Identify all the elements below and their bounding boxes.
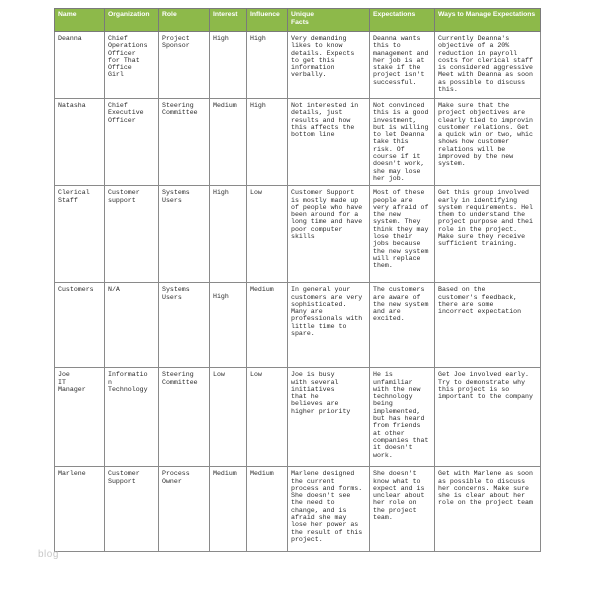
cell-unique-facts: In general your customers are very sophisticated. Many are professionals with little time to spare. xyxy=(288,283,370,368)
cell-interest: Medium xyxy=(210,467,247,552)
cell-influence: High xyxy=(247,32,288,99)
cell-role: Systems Users xyxy=(159,283,210,368)
cell-influence: Medium xyxy=(247,467,288,552)
cell-expectations: She doesn't know what to expect and is unclear about her role on the project team. xyxy=(370,467,435,552)
cell-organization: Customer Support xyxy=(105,467,159,552)
cell-role: Project Sponsor xyxy=(159,32,210,99)
cell-role: Process Owner xyxy=(159,467,210,552)
cell-ways-to-manage: Currently Deanna's objective of a 20% reduction in payroll costs for clerical staff is considered aggressive Meet with Deanna as soon as possible to discuss this. xyxy=(435,32,541,99)
table-row xyxy=(55,99,541,186)
table-row xyxy=(55,32,541,99)
table-row xyxy=(55,186,541,283)
cell-interest: High xyxy=(210,283,247,368)
cell-influence: Low xyxy=(247,368,288,467)
header-role: Role xyxy=(159,9,210,32)
table-row xyxy=(55,467,541,552)
table-row xyxy=(55,368,541,467)
cell-unique-facts: Not interested in details, just results and how this affects the bottom line xyxy=(288,99,370,186)
cell-organization: Chief Executive Officer xyxy=(105,99,159,186)
cell-organization: Customer support xyxy=(105,186,159,283)
cell-name: Natasha xyxy=(55,99,105,186)
cell-role: Steering Committee xyxy=(159,368,210,467)
cell-name: Marlene xyxy=(55,467,105,552)
header-ways-to-manage: Ways to Manage Expectations xyxy=(435,9,541,32)
cell-influence: Low xyxy=(247,186,288,283)
cell-interest: Medium xyxy=(210,99,247,186)
cell-expectations: Deanna wants this to management and her job is at stake if the project isn't successful. xyxy=(370,32,435,99)
cell-organization: Chief Operations Officer for That Office Girl xyxy=(105,32,159,99)
cell-ways-to-manage: Get Joe involved early. Try to demonstrate why this project is so important to the company xyxy=(435,368,541,467)
cell-interest: High xyxy=(210,32,247,99)
cell-organization: N/A xyxy=(105,283,159,368)
table-row xyxy=(55,283,541,368)
cell-role: Systems Users xyxy=(159,186,210,283)
cell-unique-facts: Customer Support is mostly made up of people who have been around for a long time and have poor computer skills xyxy=(288,186,370,283)
cell-interest: Low xyxy=(210,368,247,467)
cell-ways-to-manage: Get with Marlene as soon as possible to discuss her concerns. Make sure she is clear about her role on the project team xyxy=(435,467,541,552)
cell-interest: High xyxy=(210,186,247,283)
cell-unique-facts: Marlene designed the current process and forms. She doesn't see the need to change, and is afraid she may lose her power as the result of this project. xyxy=(288,467,370,552)
cell-expectations: Most of these people are very afraid of the new system. They think they may lose their jobs because the new system will replace them. xyxy=(370,186,435,283)
cell-role: Steering Committee xyxy=(159,99,210,186)
header-interest: Interest xyxy=(210,9,247,32)
cell-ways-to-manage: Get this group involved early in identifying system requirements. Hel them to understand the project purpose and thei role in the project. Make sure they receive sufficient training. xyxy=(435,186,541,283)
cell-name: Customers xyxy=(55,283,105,368)
cell-influence: Medium xyxy=(247,283,288,368)
header-organization: Organization xyxy=(105,9,159,32)
cell-unique-facts: Very demanding likes to know details. Expects to get this information verbally. xyxy=(288,32,370,99)
cell-unique-facts: Joe is busy with several initiatives that he believes are higher priority xyxy=(288,368,370,467)
cell-influence: High xyxy=(247,99,288,186)
cell-ways-to-manage: Based on the customer's feedback, there are some incorrect expectation xyxy=(435,283,541,368)
cell-name: Clerical Staff xyxy=(55,186,105,283)
cell-expectations: He is unfamiliar with the new technology being implemented, but has heard from friends at other companies that it doesn't work. xyxy=(370,368,435,467)
header-influence: Influence xyxy=(247,9,288,32)
cell-expectations: Not convinced this is a good investment, but is willing to let Deanna take this risk. Of course if it doesn't work, she may lose her job. xyxy=(370,99,435,186)
cell-ways-to-manage: Make sure that the project objectives are clearly tied to improvin customer relations. Get a quick win or two, whic shows how customer relations will be improved by the new system. xyxy=(435,99,541,186)
header-name: Name xyxy=(55,9,105,32)
watermark-text: blog xyxy=(38,549,59,560)
cell-name: Joe IT Manager xyxy=(55,368,105,467)
cell-organization: Informatio n Technology xyxy=(105,368,159,467)
header-row xyxy=(55,9,541,32)
cell-name: Deanna xyxy=(55,32,105,99)
cell-expectations: The customers are aware of the new system and are excited. xyxy=(370,283,435,368)
header-unique-facts: Unique Facts xyxy=(288,9,370,32)
document-page xyxy=(54,8,540,552)
stakeholder-table xyxy=(54,8,541,552)
header-expectations: Expectations xyxy=(370,9,435,32)
